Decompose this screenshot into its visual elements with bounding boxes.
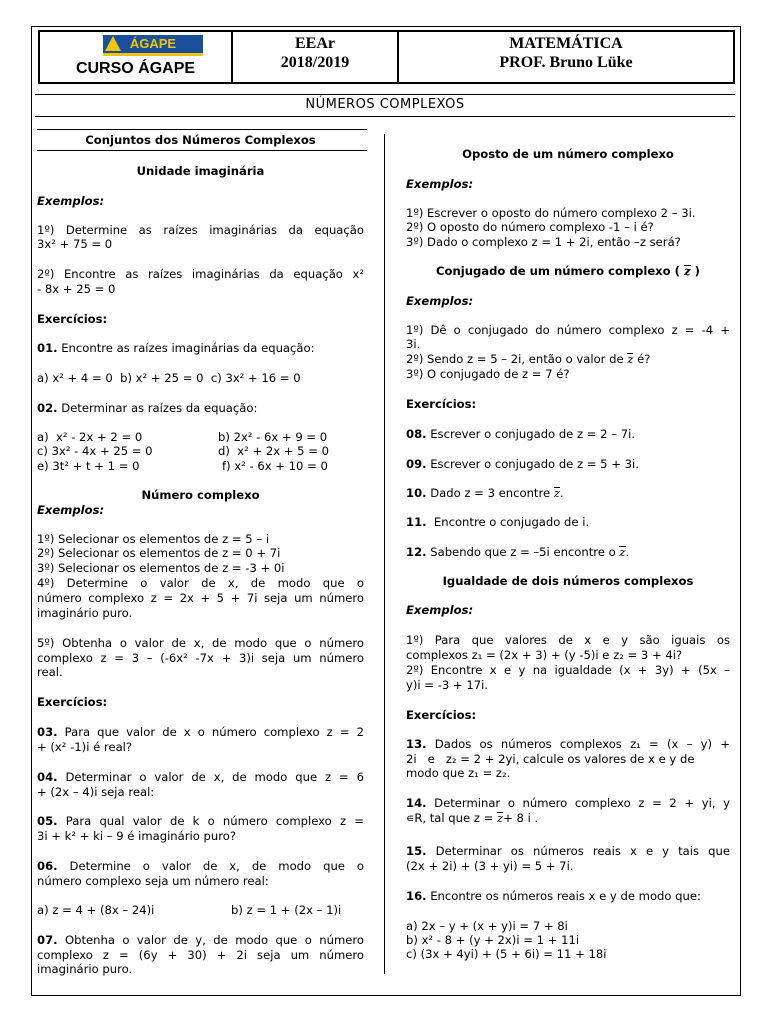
example-text: número complexo z = 2x + 5 + 7i seja um número (37, 591, 364, 605)
exam-cell (233, 32, 399, 82)
exercises-label: Exercícios: (37, 312, 108, 326)
conjugate-symbol: z (553, 486, 560, 500)
question-14 (406, 797, 730, 810)
logo-cell (40, 32, 233, 82)
question-03 (37, 726, 364, 739)
question-number: 01. (37, 341, 58, 355)
question-16 (406, 890, 730, 903)
column-divider (384, 134, 385, 974)
example-text: 2º) Encontre x e y na igualdade (x + 3y) + (5x – (406, 663, 730, 677)
question-item: b) 2x² - 6x + 9 = 0 (218, 430, 328, 444)
question-number: 02. (37, 401, 58, 415)
subsection-title: Igualdade de dois números complexos (442, 574, 694, 588)
question-text: . (625, 545, 630, 559)
exercises-label: Exercícios: (406, 708, 477, 722)
question-10 (406, 487, 730, 500)
question-text-part: ∊R, tal que z = (406, 811, 498, 825)
example-text: 1º) Dê o conjugado do número complexo z = -4 + (406, 323, 730, 337)
conjugate-symbol: z (684, 264, 691, 278)
example-text: 2º) O oposto do número complexo -1 – i é? (406, 220, 654, 234)
example-text: - 8x + 25 = 0 (37, 282, 116, 296)
question-item: a) x² - 2x + 2 = 0 (37, 430, 143, 444)
agape-logo (103, 35, 203, 53)
conjugate-symbol: z (627, 352, 634, 366)
example-text: imaginário puro. (37, 606, 133, 620)
example-text: real. (37, 665, 63, 679)
question-text: Determinar o valor de x, de modo que z = 6 (57, 770, 364, 784)
question-01 (37, 342, 364, 355)
example-text-part: 2º) Sendo z = 5 – 2i, então o valor de (406, 352, 624, 366)
question-item: c) 3x² - 4x + 25 = 0 (37, 444, 153, 458)
question-text: + (x² -1)i é real? (37, 740, 133, 754)
question-text: + (2x – 4)i seja real: (37, 785, 155, 799)
question-number: 09. (406, 457, 427, 471)
example-text: 3º) Dado o complexo z = 1 + 2i, então –z será? (406, 235, 681, 249)
question-text: imaginário puro. (37, 962, 133, 976)
question-number: 04. (37, 770, 58, 784)
examples-label: Exemplos: (37, 194, 105, 208)
question-text: Encontre o conjugado de i. (426, 515, 590, 529)
question-text: Determinar as raízes da equação: (57, 401, 258, 415)
examples-label: Exemplos: (37, 503, 105, 517)
question-number: 08. (406, 427, 427, 441)
question-04 (37, 771, 364, 784)
question-text: Escrever o conjugado de z = 2 – 7i. (426, 427, 636, 441)
topic-rule-top (35, 94, 735, 95)
question-item: b) x² - 8 + (y + 2x)i = 1 + 11i (406, 933, 580, 947)
question-number: 05. (37, 814, 58, 828)
question-text (406, 812, 730, 825)
question-number: 07. (37, 933, 58, 947)
example-text: 2º) Selecionar os elementos de z = 0 + 7i (37, 546, 281, 560)
question-item: c) (3x + 4yi) + (5 + 6i) = 11 + 18i (406, 947, 607, 961)
question-text: 2i e z₂ = 2 + 2yi, calcule os valores de x e y de (406, 752, 695, 766)
example-text: 1º) Determine as raízes imaginárias da equação (37, 223, 364, 237)
example-text: 3º) O conjugado de z = 7 é? (406, 367, 570, 381)
question-item: d) x² + 2x + 5 = 0 (218, 444, 330, 458)
question-13 (406, 738, 730, 751)
subsection-title (406, 265, 730, 278)
question-item: f) x² - 6x + 10 = 0 (222, 459, 328, 473)
subsection-title: Unidade imaginária (136, 164, 265, 178)
subject: MATEMÁTICA (509, 35, 623, 52)
question-number: 10. (406, 486, 427, 500)
example-text: 2º) Encontre as raízes imaginárias da equação x² (37, 267, 364, 281)
question-number: 13. (406, 737, 427, 751)
example-text: complexo z = 3 – (-6x² -7x + 3)i seja um número (37, 651, 364, 665)
examples-label: Exemplos: (406, 177, 474, 191)
question-09 (406, 458, 730, 471)
logo-underline (103, 53, 203, 56)
question-text: número complexo seja um número real: (37, 874, 269, 888)
exercises-label: Exercícios: (37, 695, 108, 709)
conjugate-symbol: z (619, 545, 626, 559)
question-15 (406, 845, 730, 858)
question-text: Determine o valor de x, de modo que o (57, 859, 364, 873)
example-text: 1º) Para que valores de x e y são iguais os (406, 633, 730, 647)
teacher: PROF. Bruno Lüke (499, 54, 633, 71)
question-text: Encontre as raízes imaginárias da equação: (57, 341, 315, 355)
question-number: 16. (406, 889, 427, 903)
page-title: NÚMEROS COMPLEXOS (305, 97, 465, 112)
question-05 (37, 815, 364, 828)
question-text: Dado z = 3 encontre (426, 486, 551, 500)
title-text: ) (694, 264, 700, 278)
question-number: 15. (406, 844, 427, 858)
question-text: . (559, 486, 564, 500)
question-11 (406, 516, 730, 529)
question-text: Sabendo que z = –5i encontre o (426, 545, 616, 559)
example-text-part: é? (633, 352, 651, 366)
header-table (38, 30, 735, 84)
question-08 (406, 428, 730, 441)
question-item: a) z = 4 + (8x – 24)i (37, 903, 155, 917)
conjugate-symbol: z (497, 811, 504, 825)
question-06 (37, 860, 364, 873)
example-text: 3º) Selecionar os elementos de z = -3 + 0i (37, 561, 285, 575)
question-text: (2x + 2i) + (3 + yi) = 5 + 7i. (406, 859, 574, 873)
example-text: 1º) Selecionar os elementos de z = 5 – i (37, 532, 270, 546)
exam-year: 2018/2019 (280, 54, 350, 71)
exercises-label: Exercícios: (406, 397, 477, 411)
question-text: modo que z₁ = z₂. (406, 766, 511, 780)
question-text: Escrever o conjugado de z = 5 + 3i. (426, 457, 639, 471)
examples-label: Exemplos: (406, 603, 474, 617)
question-02 (37, 402, 364, 415)
subsection-title: Oposto de um número complexo (462, 147, 674, 161)
question-text: complexo z = (6y + 30) + 2i seja um número (37, 948, 364, 962)
subsection-title: Número complexo (141, 488, 260, 502)
title-text: Conjugado de um número complexo ( (436, 264, 680, 278)
example-text: y)i = -3 + 17i. (406, 678, 488, 692)
topic-rule-bottom (35, 116, 735, 117)
example-text: 5º) Obtenha o valor de x, de modo que o número (37, 636, 364, 650)
question-text: Encontre os números reais x e y de modo que: (426, 889, 701, 903)
question-text: 3i + k² + ki – 9 é imaginário puro? (37, 829, 236, 843)
question-text: Para que valor de x o número complexo z = 2 (57, 725, 364, 739)
exam-name: EEAr (295, 35, 335, 52)
example-text: 3i. (406, 337, 421, 351)
question-12 (406, 546, 730, 559)
question-number: 11. (406, 515, 427, 529)
examples-label: Exemplos: (406, 294, 474, 308)
question-07 (37, 934, 364, 947)
example-text: 3x² + 75 = 0 (37, 237, 113, 251)
question-text: Determinar os números reais x e y tais que (426, 844, 730, 858)
question-text: Para qual valor de k o número complexo z = (57, 814, 364, 828)
question-number: 06. (37, 859, 58, 873)
question-number: 03. (37, 725, 58, 739)
school-name: CURSO ÁGAPE (75, 60, 196, 77)
example-text: 1º) Escrever o oposto do número complexo 2 – 3i. (406, 206, 696, 220)
question-text: Obtenha o valor de y, de modo que o número (57, 933, 364, 947)
question-text: Determinar o número complexo z = 2 + yi, y (426, 796, 730, 810)
question-text: Dados os números complexos z₁ = (x – y) + (426, 737, 730, 751)
question-number: 14. (406, 796, 427, 810)
question-item: a) 2x – y + (x + y)i = 7 + 8i (406, 919, 568, 933)
subject-cell (399, 32, 733, 82)
logo-text: ÁGAPE (129, 36, 177, 51)
example-text: 4º) Determine o valor de x, de modo que o (37, 576, 364, 590)
example-text: complexos z₁ = (2x + 3) + (y -5)i e z₂ = 3 + 4i? (406, 648, 683, 662)
section-title: Conjuntos dos Números Complexos (85, 133, 316, 147)
question-item: b) z = 1 + (2x – 1)i (231, 903, 342, 917)
example-text (406, 353, 730, 366)
question-items: a) x² + 4 = 0 b) x² + 25 = 0 c) 3x² + 16 = 0 (37, 371, 301, 385)
question-number: 12. (406, 545, 427, 559)
question-item: e) 3t² + t + 1 = 0 (37, 459, 140, 473)
question-text-part: + 8 i . (503, 811, 539, 825)
